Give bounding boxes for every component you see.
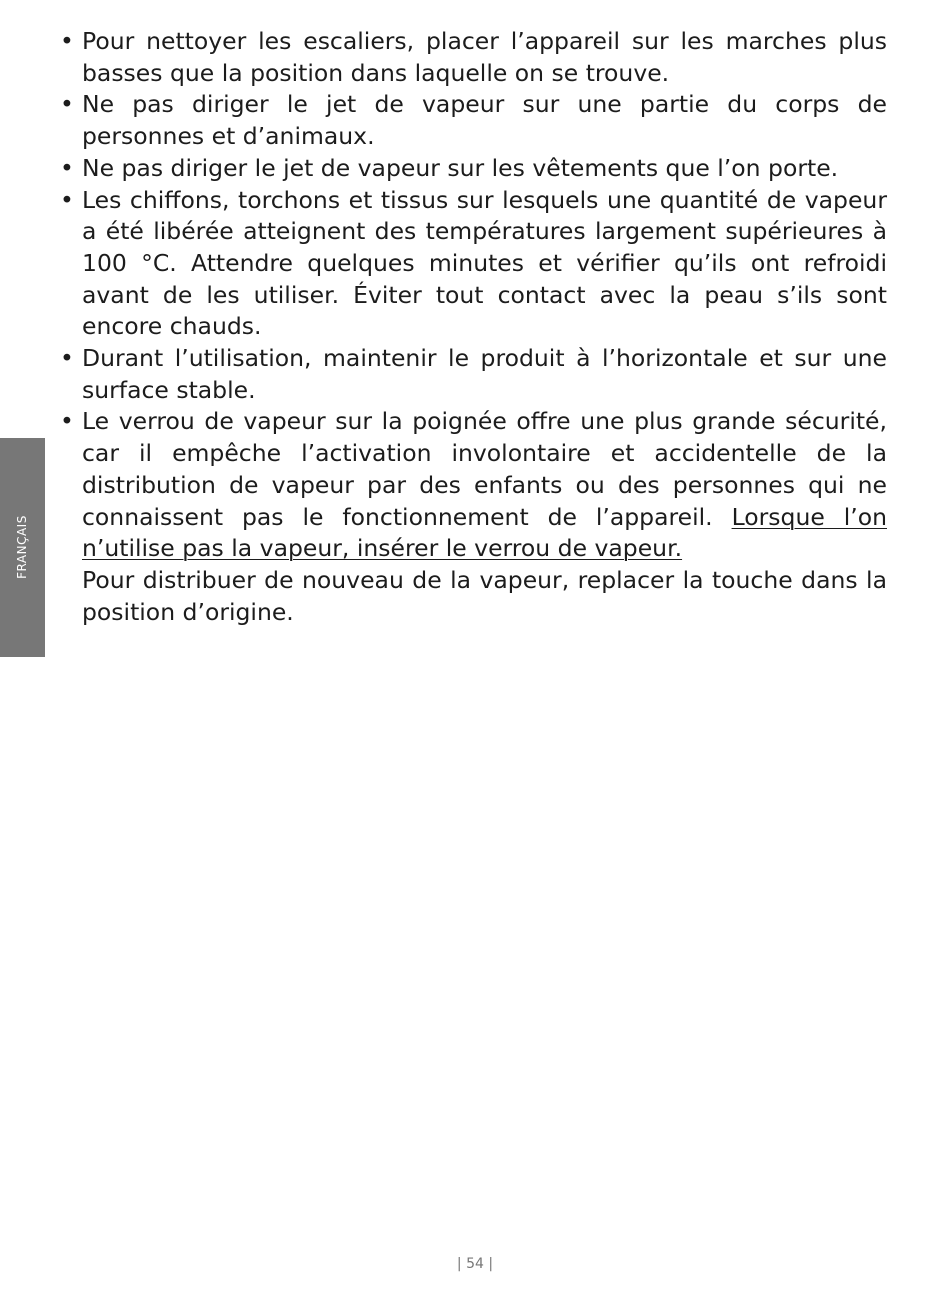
bullet-item bbox=[60, 185, 887, 344]
bullet-text: Les chiffons, torchons et tissus sur lesquels une quantité de vapeur a été libérée atteignent des températures largement supérieures à 100 °C. Attendre quelques minutes et vérifier qu’ils ont refroidi avant de les utiliser. Éviter tout contact avec la peau s’ils sont encore chauds. bbox=[82, 185, 887, 341]
bullet-item bbox=[60, 89, 887, 152]
bullet-item bbox=[60, 26, 887, 89]
bullet-text: Ne pas diriger le jet de vapeur sur les vêtements que l’on porte. bbox=[82, 153, 839, 182]
bullet-icon: • bbox=[60, 27, 74, 55]
bullet-item-steam-lock bbox=[60, 406, 887, 628]
bullet-icon: • bbox=[60, 185, 74, 214]
page-content bbox=[60, 26, 887, 628]
bullet-icon: • bbox=[60, 407, 74, 436]
bullet-text: Le verrou de vapeur sur la poignée offre une plus grande sécurité, car il empêche l’activation involontaire et accidentelle de la distribution de vapeur par des enfants ou des personnes qui ne connaissent pas le fonctionnement de l’appareil. bbox=[82, 407, 887, 531]
language-tab-label: FRANÇAIS bbox=[15, 515, 29, 579]
bullet-icon: • bbox=[60, 90, 74, 119]
steam-lock-underlined-text: Lorsque l’on n’utilise pas la vapeur, insérer le verrou de vapeur. bbox=[82, 502, 887, 563]
safety-bullet-list bbox=[60, 26, 887, 628]
bullet-text: Ne pas diriger le jet de vapeur sur une partie du corps de personnes et d’animaux. bbox=[82, 90, 887, 151]
bullet-icon: • bbox=[60, 344, 74, 373]
bullet-item bbox=[60, 343, 887, 406]
bullet-icon: • bbox=[60, 153, 74, 182]
bullet-second-paragraph: Pour distribuer de nouveau de la vapeur, replacer la touche dans la position d’origine. bbox=[82, 565, 887, 626]
bullet-text: Pour nettoyer les escaliers, placer l’appareil sur les marches plus basses que la position dans laquelle on se trouve. bbox=[82, 27, 887, 87]
bullet-text: Durant l’utilisation, maintenir le produit à l’horizontale et sur une surface stable. bbox=[82, 344, 887, 404]
bullet-item bbox=[60, 153, 887, 185]
page-number: | 54 | bbox=[456, 1256, 494, 1272]
